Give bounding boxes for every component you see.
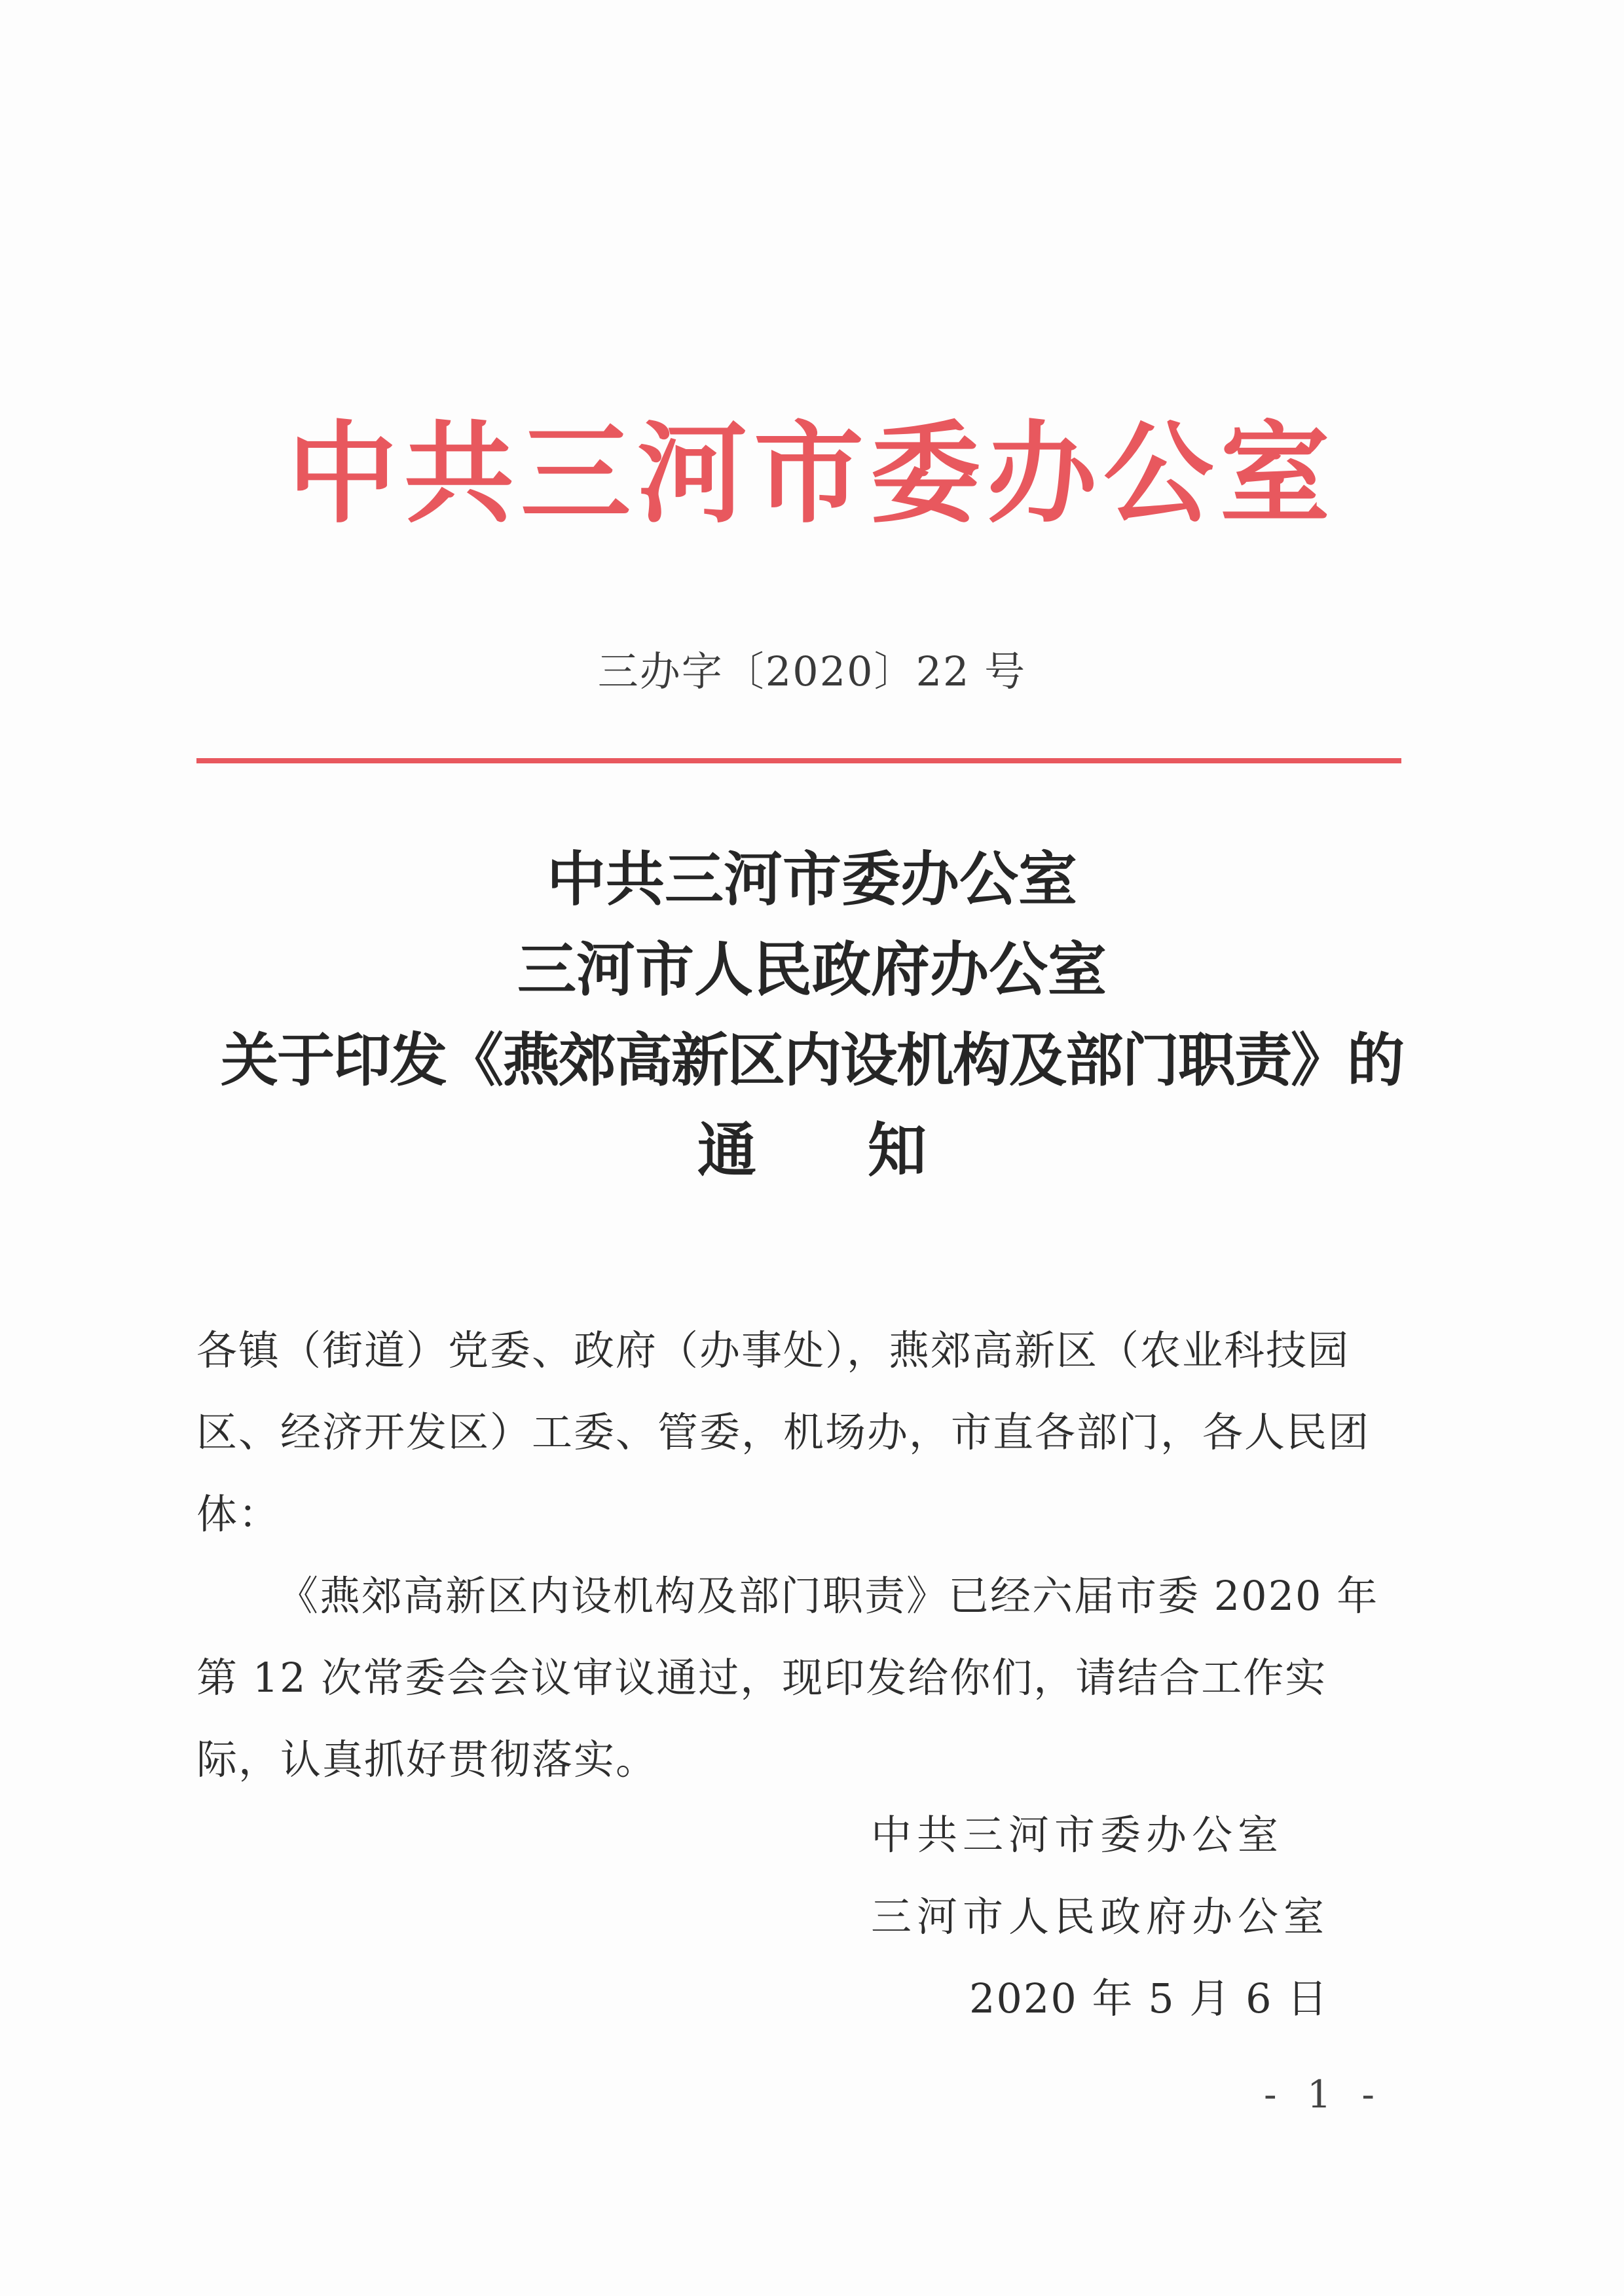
red-separator-line <box>196 758 1401 763</box>
page-number: - 1 - <box>1264 2072 1384 2117</box>
notice-body <box>196 1309 1405 1800</box>
recipients-line: 各镇（街道）党委、政府（办事处），燕郊高新区（农业科技园区、经济开发区）工委、管委，机场办，市直各部门，各人民团体： <box>196 1326 1371 1538</box>
red-header-title: 中共三河市委办公室 <box>287 410 1337 538</box>
signature-org-1: 中共三河市委办公室 <box>871 1811 1284 1859</box>
title-line-3: 关于印发《燕郊高新区内设机构及部门职责》的 <box>220 1027 1403 1094</box>
title-line-2: 三河市人民政府办公室 <box>517 936 1107 1004</box>
notice-title <box>0 835 1624 1196</box>
document-number: 三办字〔2020〕22 号 <box>597 647 1027 695</box>
signature-org-2: 三河市人民政府办公室 <box>871 1893 1330 1941</box>
title-line-4: 通知 <box>697 1116 1038 1185</box>
signature-date: 2020 年 5 月 6 日 <box>969 1975 1329 2022</box>
body-paragraph: 《燕郊高新区内设机构及部门职责》已经六届市委 2020 年第 12 次常委会会议审议通过，现印发给你们，请结合工作实际，认真抓好贯彻落实。 <box>196 1572 1379 1783</box>
title-line-1: 中共三河市委办公室 <box>547 845 1077 914</box>
signature-block <box>871 1794 1329 2039</box>
